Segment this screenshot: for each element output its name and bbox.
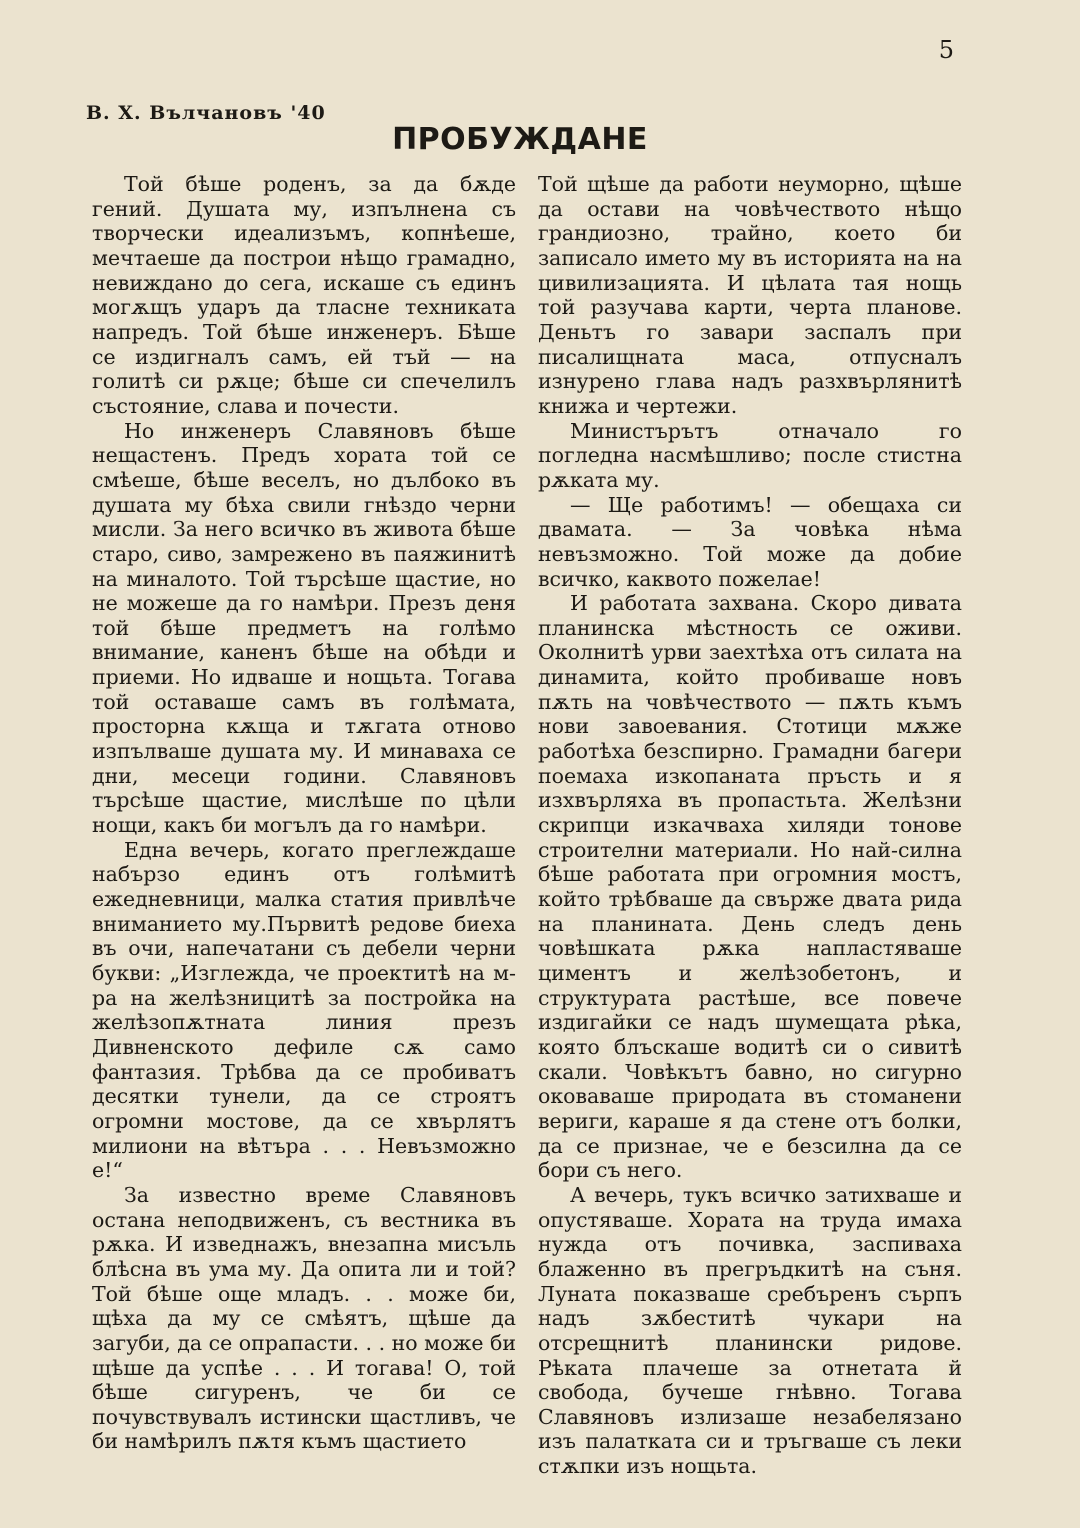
right-text-column [538, 172, 962, 1479]
left-text-column [92, 172, 516, 1454]
author-byline: В. Х. Вълчановъ '40 [86, 102, 326, 124]
paragraph: За известно време Славяновъ остана неподвиженъ, съ вестника въ рѫка. И изведнажъ, внезапна мисъль блѣсна въ ума му. Да опита ли и той? Той бѣше още младъ. . . може би, щѣха да му се смѣятъ, щѣше да загуби, да се опрапасти. . . но може би щѣше да успѣе . . . И тогава! О, той бѣше сигуренъ, че би се почувствувалъ истински щастливъ, че би намѣрилъ пѫтя къмъ щастието [92, 1182, 516, 1454]
paragraph: И работата захвана. Скоро дивата планинска мѣстность се оживи. Околнитѣ урви заехтѣха отъ силата на динамита, който пробиваше новъ пѫть на човѣчеството — пѫть къмъ нови завоевания. Стотици мѫже работѣха безспирно. Грамадни багери поемаха изкопаната пръсть и я изхвърляха въ пропастьта. Желѣзни скрипци изкачваха хиляди тонове строителни материали. Но най-силна бѣше работата при огромния мостъ, който трѣбваше да свърже двата рида на планината. День следъ день човѣшката рѫка напластяваше циментъ и желѣзобетонъ, и структурата растѣше, все повече издигайки се надъ шумещата рѣка, която блъскаше водитѣ си о сивитѣ скали. Човѣкътъ бавно, но сигурно оковаваше природата въ стоманени вериги, караше я да стене отъ болки, да се признае, че е безсилна да се бори съ него. [538, 591, 962, 1183]
page-number: 5 [938, 36, 954, 64]
paragraph: — Ще работимъ! — обещаха си двамата. — За човѣка нѣма невъзможно. Той може да добие всичко, каквото пожелае! [538, 492, 962, 591]
paragraph: Но инженеръ Славяновъ бѣше нещастенъ. Предъ хората той се смѣеше, бѣше веселъ, но дълбоко въ душата му бѣха свили гнѣздо черни мисли. За него всичко въ живота бѣше старо, сиво, замрежено въ паяжинитѣ на миналото. Той търсѣше щастие, но не можеше да го намѣри. Презъ деня той бѣше предметъ на голѣмо внимание, каненъ бѣше на обѣди и приеми. Но идваше и нощьта. Тогава той оставаше самъ въ голѣмата, просторна кѫща и тѫгата отново изпълваше душата му. И минаваха се дни, месеци години. Славяновъ търсѣше щастие, мислѣше по цѣли нощи, какъ би могълъ да го намѣри. [92, 418, 516, 838]
article-title: ПРОБУЖДАНЕ [392, 122, 648, 157]
paragraph: А вечерь, тукъ всичко затихваше и опустяваше. Хората на труда имаха нужда отъ почивка, заспиваха блаженно въ прегръдкитѣ на съня. Луната показваше сребъренъ сърпъ надъ зѫбеститѣ чукари на отсрещнитѣ планински ридове. Рѣката плачеше за отнетата й свобода, бучеше гнѣвно. Тогава Славяновъ излизаше незабелязано изъ палатката си и тръгваше съ леки стѫпки изъ нощьта. [538, 1182, 962, 1479]
paragraph: Една вечерь, когато преглеждаше набързо единъ отъ голѣмитѣ ежедневници, малка статия привлѣче вниманието му.Първитѣ редове биеха въ очи, напечатани съ дебели черни букви: „Изглежда, че проектитѣ на м-ра на желѣзницитѣ за постройка на желѣзопѫтната линия презъ Дивненското дефиле сѫ само фантазия. Трѣбва да се пробиватъ десятки тунели, да се строятъ огромни мостове, да се хвърлятъ милиони на вѣтъра . . . Невъзможно е!“ [92, 837, 516, 1183]
paragraph: Той бѣше роденъ, за да бѫде гений. Душата му, изпълнена съ творчески идеализъмъ, копнѣеше, мечтаеше да построи нѣщо грамадно, невиждано до сега, искаше съ единъ могѫщъ ударъ да тласне техниката напредъ. Той бѣше инженеръ. Бѣше се издигналъ самъ, ей тъй — на голитѣ си рѫце; бѣше си спечелилъ състояние, слава и почести. [92, 172, 516, 418]
paragraph: Той щѣше да работи неуморно, щѣше да остави на човѣчеството нѣщо грандиозно, трайно, което би записало името му въ историята на на цивилизацията. И цѣлата тая нощь той разучава карти, черта планове. Деньтъ го завари заспалъ при писалищната маса, отпусналъ изнурено глава надъ разхвърлянитѣ книжа и чертежи. [538, 172, 962, 418]
paragraph: Министърътъ отначало го погледна насмѣшливо; после стистна рѫката му. [538, 418, 962, 492]
